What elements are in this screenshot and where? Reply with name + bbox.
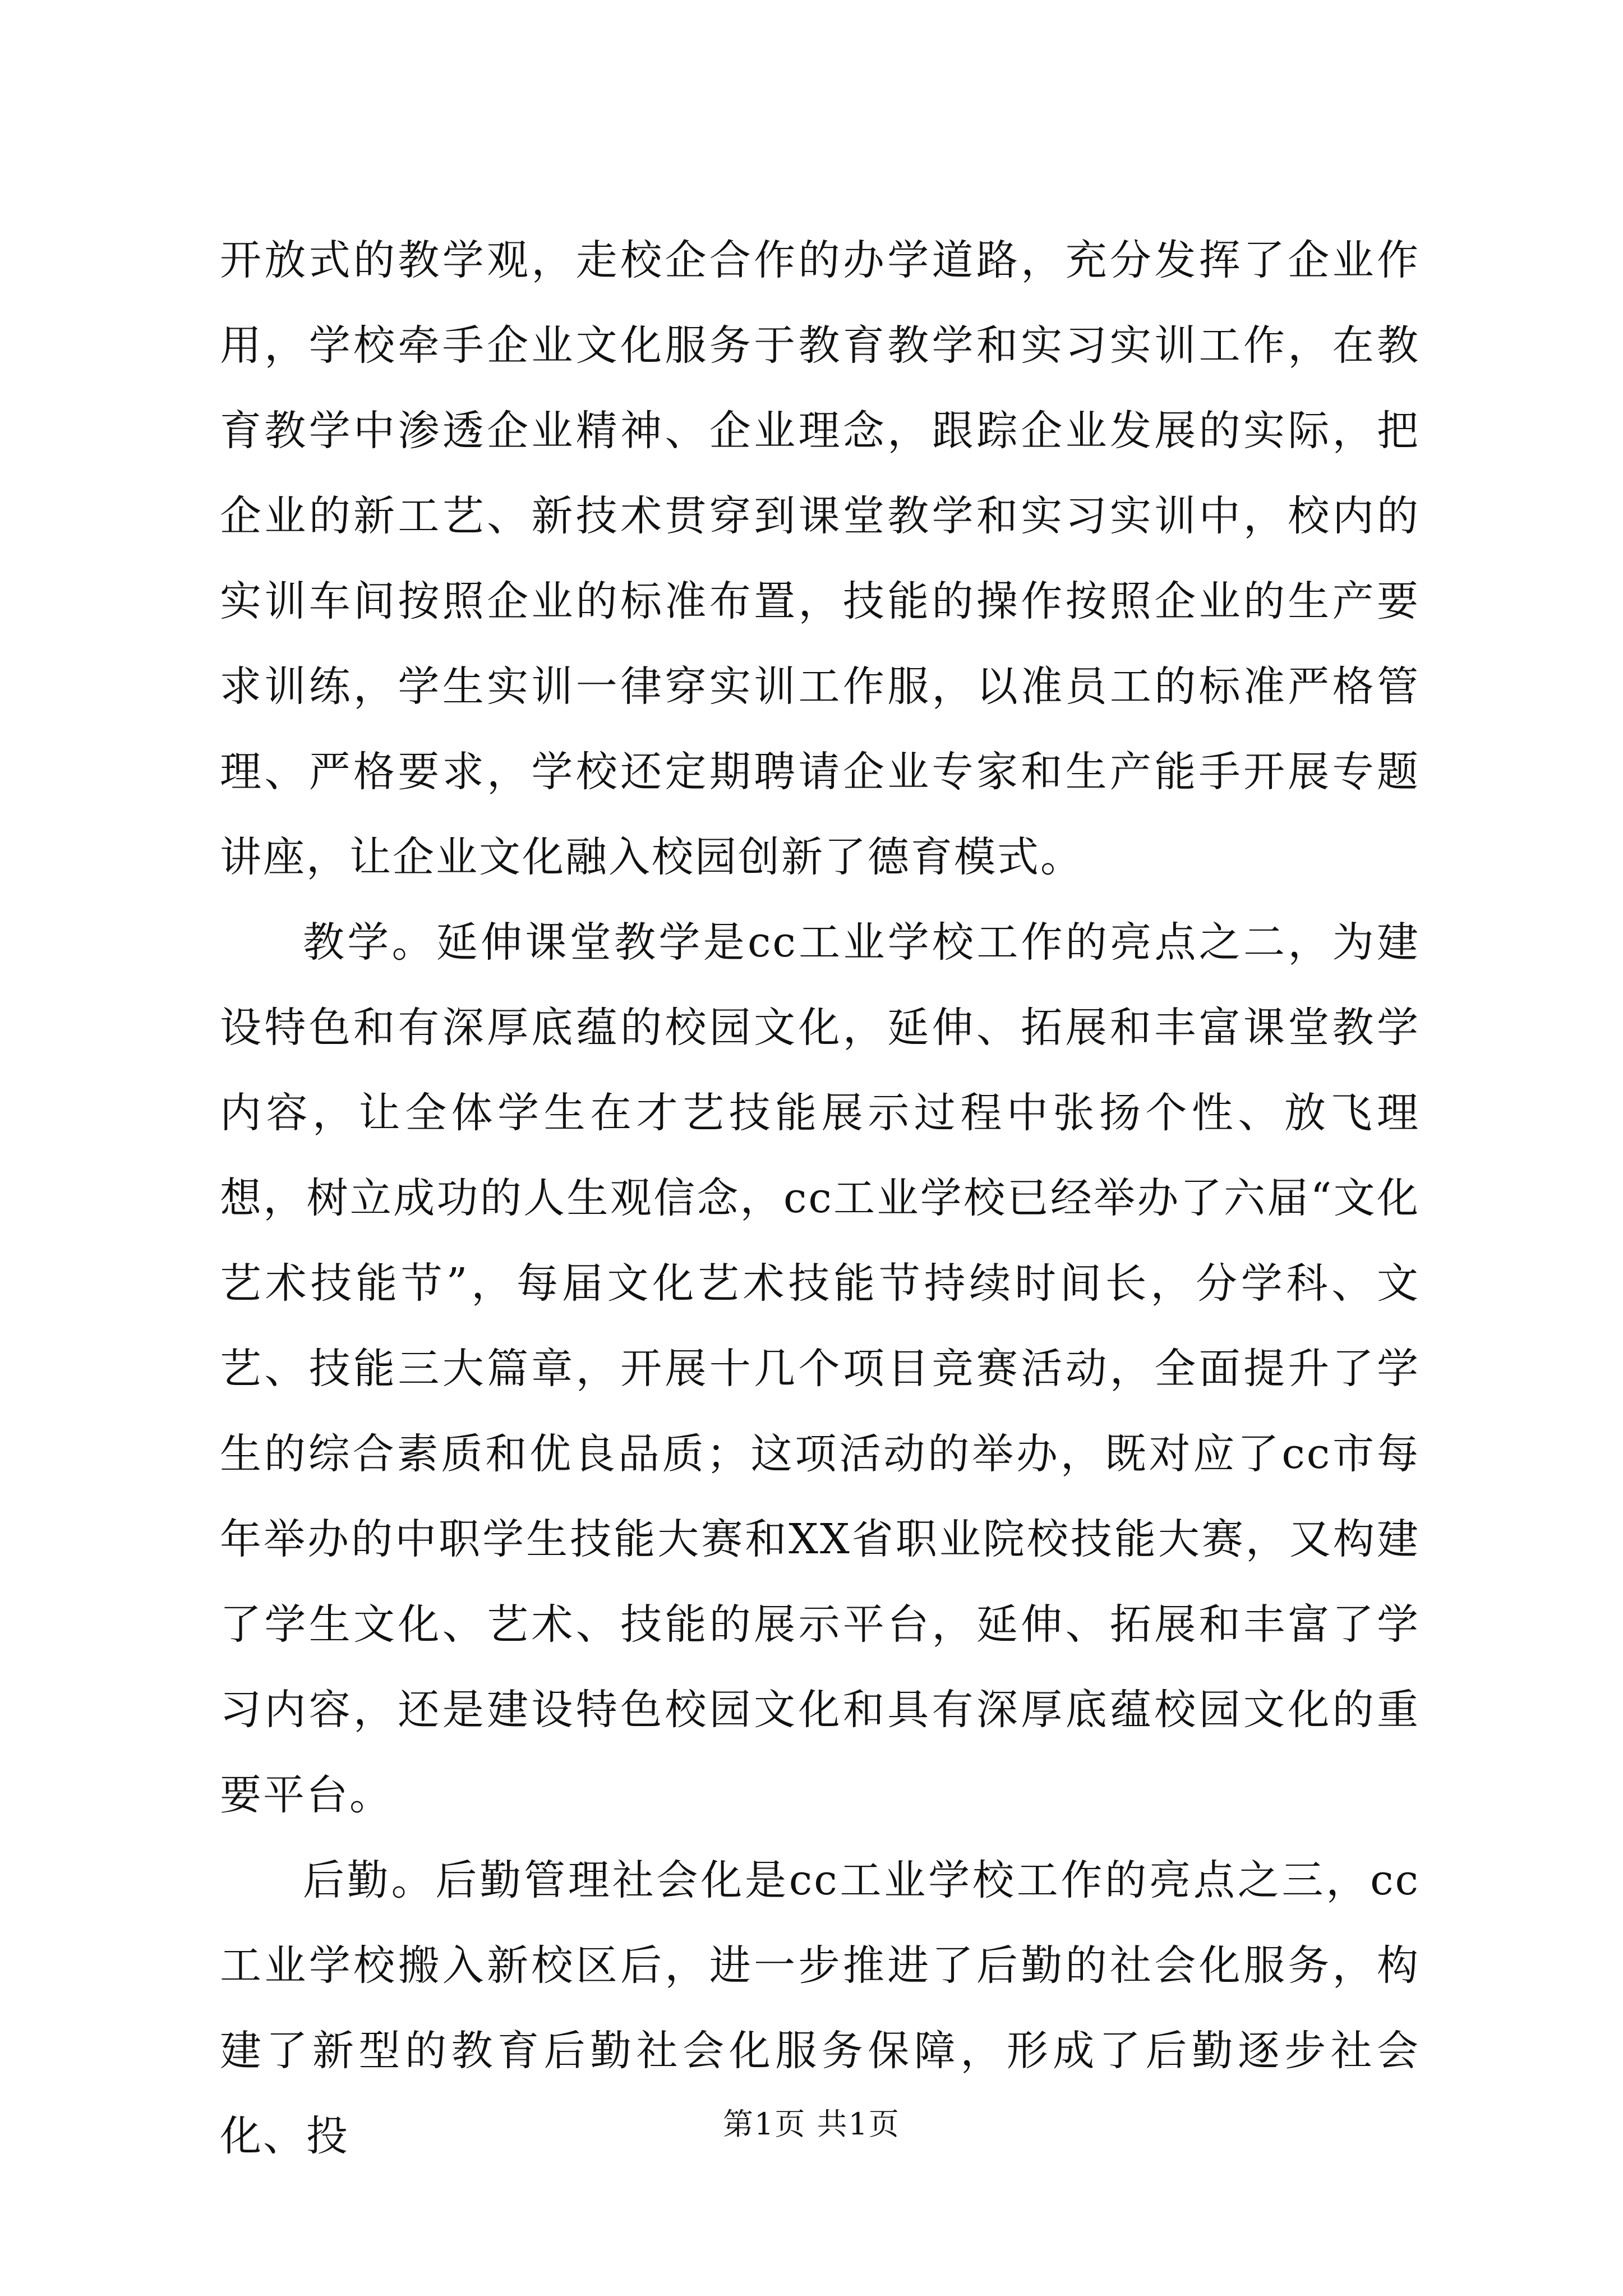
page-footer: 第1页 共1页: [723, 2106, 900, 2142]
paragraph-teaching: 教学。延伸课堂教学是cc工业学校工作的亮点之二，为建设特色和有深厚底蕴的校园文化，延伸、拓展和丰富课堂教学内容，让全体学生在才艺技能展示过程中张扬个性、放飞理想，树立成功的人生观信念，cc工业学校已经举办了六届“文化艺术技能节”，每届文化艺术技能节持续时间长，分学科、文艺、技能三大篇章，开展十几个项目竞赛活动，全面提升了学生的综合素质和优良品质；这项活动的举办，既对应了cc市每年举办的中职学生技能大赛和XX省职业院校技能大赛，又构建了学生文化、艺术、技能的展示平台，延伸、拓展和丰富了学习内容，还是建设特色校园文化和具有深厚底蕴校园文化的重要平台。: [220, 918, 1420, 1819]
paragraph-continuation: 开放式的教学观，走校企合作的办学道路，充分发挥了企业作用，学校牵手企业文化服务于教育教学和实习实训工作，在教育教学中渗透企业精神、企业理念，跟踪企业发展的实际，把企业的新工艺、新技术贯穿到课堂教学和实习实训中，校内的实训车间按照企业的标准布置，技能的操作按照企业的生产要求训练，学生实训一律穿实训工作服，以准员工的标准严格管理、严格要求，学校还定期聘请企业专家和生产能手开展专题讲座，让企业文化融入校园创新了德育模式。: [220, 236, 1420, 881]
document-body: [220, 218, 1420, 2179]
paragraph-logistics: 后勤。后勤管理社会化是cc工业学校工作的亮点之三，cc工业学校搬入新校区后，进一步推进了后勤的社会化服务，构建了新型的教育后勤社会化服务保障，形成了后勤逐步社会化、投: [220, 1856, 1420, 2160]
